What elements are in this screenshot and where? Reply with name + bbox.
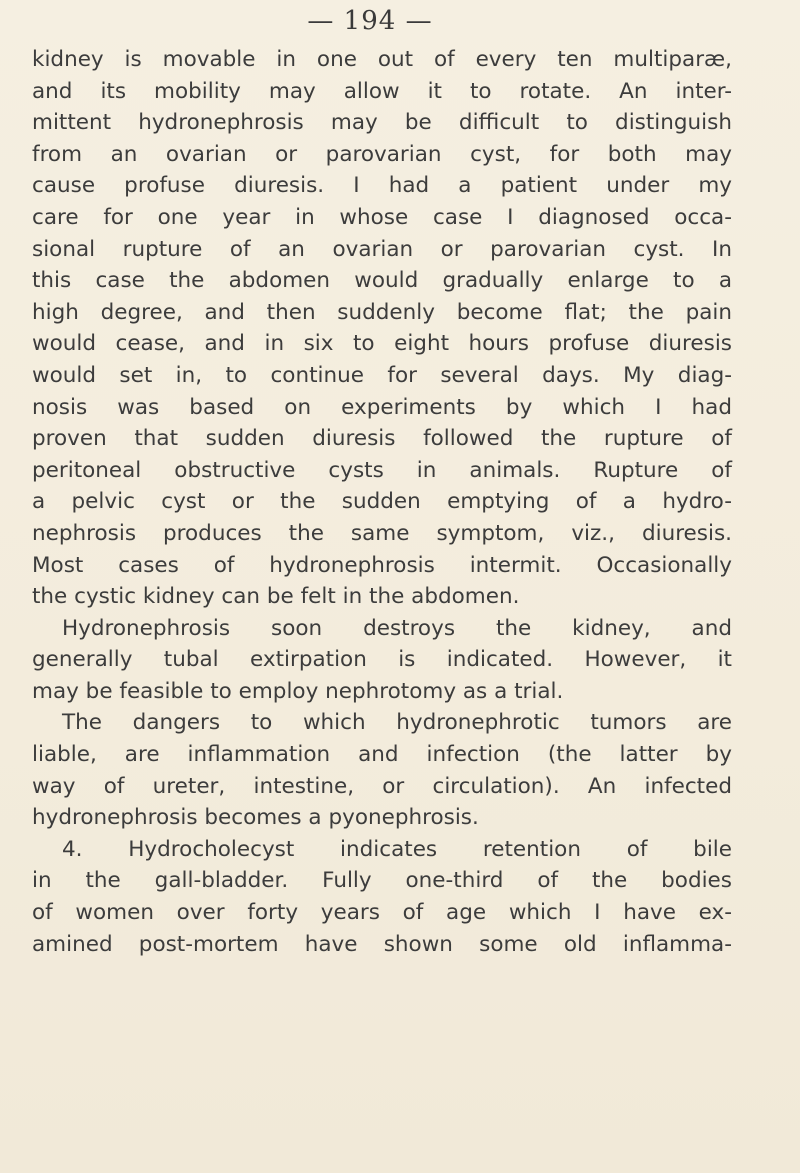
text-line: proven that sudden diuresis followed the rupture of (32, 426, 732, 452)
text-line: care for one year in whose case I diagnosed occa- (32, 204, 732, 230)
text-line: from an ovarian or parovarian cyst, for both may (32, 141, 732, 167)
text-line: way of ureter, intestine, or circulation). An infected (32, 773, 732, 799)
text-line: would set in, to continue for several days. My diag- (32, 362, 732, 388)
text-line: a pelvic cyst or the sudden emptying of a hydro- (32, 489, 732, 515)
text-line: this case the abdomen would gradually enlarge to a (32, 268, 732, 294)
text-line: kidney is movable in one out of every ten multiparæ, (32, 47, 732, 72)
text-line: nephrosis produces the same symptom, viz., diuresis. (32, 520, 732, 546)
text-line: cause profuse diuresis. I had a patient under my (32, 173, 732, 199)
paragraph-start-line: 4. Hydrocholecyst indicates retention of bile (62, 836, 732, 862)
body-text (32, 44, 732, 960)
text-line: liable, are inflammation and infection (the latter by (32, 742, 732, 768)
text-line: may be feasible to employ nephrotomy as a trial. (32, 678, 564, 704)
text-line: peritoneal obstructive cysts in animals. Rupture of (32, 457, 732, 483)
paragraph-start-line: The dangers to which hydronephrotic tumors are (62, 710, 732, 736)
text-line: of women over forty years of age which I have ex- (32, 900, 732, 926)
text-line: generally tubal extirpation is indicated. However, it (32, 647, 732, 673)
text-line: would cease, and in six to eight hours profuse diuresis (32, 331, 732, 357)
text-line: in the gall-bladder. Fully one-third of the bodies (32, 868, 732, 894)
text-line: nosis was based on experiments by which I had (32, 394, 732, 420)
paragraph-start-line: Hydronephrosis soon destroys the kidney, and (62, 615, 732, 641)
text-line: amined post-mortem have shown some old inflamma- (32, 931, 732, 957)
text-line: sional rupture of an ovarian or parovarian cyst. In (32, 236, 732, 262)
text-line: mittent hydronephrosis may be difficult to distinguish (32, 110, 732, 136)
text-line: Most cases of hydronephrosis intermit. Occasionally (32, 552, 732, 578)
text-line: hydronephrosis becomes a pyonephrosis. (32, 805, 479, 831)
page-number: — 194 — (307, 6, 433, 36)
text-line: high degree, and then suddenly become flat; the pain (32, 299, 732, 325)
text-line: and its mobility may allow it to rotate. An inter- (32, 78, 732, 104)
text-line: the cystic kidney can be felt in the abdomen. (32, 584, 520, 610)
